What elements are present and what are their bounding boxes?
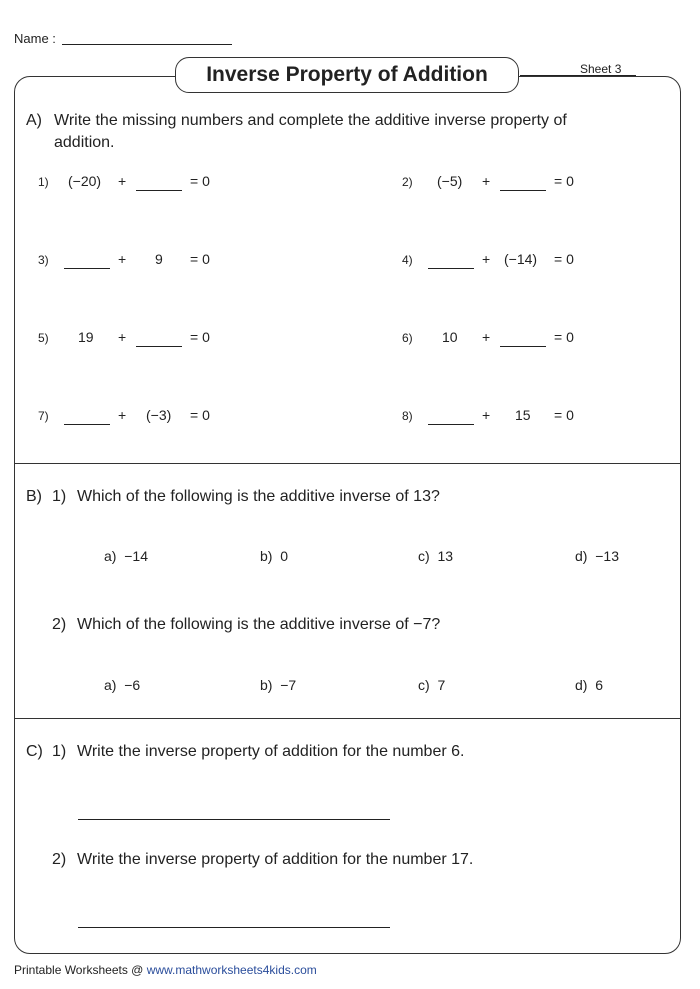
answer-blank[interactable]: [428, 424, 474, 425]
option-label: d): [575, 548, 588, 564]
section-divider: [15, 718, 680, 719]
option-value: 13: [437, 548, 454, 564]
problem-number: 8): [402, 409, 413, 423]
equals-zero: = 0: [190, 407, 210, 423]
footer-prefix: Printable Worksheets @: [14, 963, 147, 977]
problem-term: 10: [442, 329, 458, 345]
plus-sign: +: [118, 251, 127, 267]
option-label: a): [104, 548, 117, 564]
answer-blank[interactable]: [64, 424, 110, 425]
equals-zero: = 0: [190, 329, 210, 345]
option-value: 0: [280, 548, 289, 564]
equals-zero: = 0: [190, 251, 210, 267]
option-value: −7: [280, 677, 297, 693]
option-value: 6: [595, 677, 604, 693]
option-b[interactable]: [260, 548, 288, 564]
question-number: 1): [52, 743, 67, 760]
answer-blank[interactable]: [500, 346, 546, 347]
option-a[interactable]: [104, 548, 148, 564]
answer-blank[interactable]: [64, 268, 110, 269]
option-b[interactable]: [260, 677, 296, 693]
footer: [14, 963, 317, 977]
answer-blank[interactable]: [428, 268, 474, 269]
answer-line[interactable]: [78, 819, 390, 820]
section-c-letter: C): [26, 743, 43, 760]
equals-zero: = 0: [554, 407, 574, 423]
plus-sign: +: [482, 173, 491, 189]
plus-sign: +: [118, 173, 127, 189]
problem-term: (−5): [437, 173, 463, 189]
equals-zero: = 0: [190, 173, 210, 189]
option-label: c): [418, 677, 430, 693]
answer-blank[interactable]: [136, 190, 182, 191]
option-c[interactable]: [418, 548, 453, 564]
answer-blank[interactable]: [136, 346, 182, 347]
name-label: Name :: [14, 31, 56, 46]
plus-sign: +: [118, 407, 127, 423]
question-text: Write the inverse property of addition for the number 17.: [77, 851, 474, 868]
section-a-letter: A): [26, 112, 42, 129]
option-value: −13: [595, 548, 619, 564]
problem-term: 15: [515, 407, 531, 423]
problem-term: (−20): [68, 173, 102, 189]
option-label: b): [260, 677, 273, 693]
question-text: Which of the following is the additive inverse of 13?: [77, 488, 440, 505]
option-d[interactable]: [575, 548, 619, 564]
problem-number: 1): [38, 175, 49, 189]
plus-sign: +: [482, 329, 491, 345]
question-number: 2): [52, 616, 67, 633]
plus-sign: +: [482, 407, 491, 423]
section-b-letter: B): [26, 488, 42, 505]
question-number: 2): [52, 851, 67, 868]
question-text: Which of the following is the additive inverse of −7?: [77, 616, 441, 633]
problem-term: (−3): [146, 407, 172, 423]
option-value: 7: [437, 677, 446, 693]
name-line[interactable]: [62, 44, 232, 45]
question-number: 1): [52, 488, 67, 505]
problem-term: 9: [155, 251, 163, 267]
problem-number: 2): [402, 175, 413, 189]
worksheet-frame: [14, 76, 681, 954]
sheet-label: Sheet 3: [580, 62, 622, 76]
option-value: −6: [124, 677, 141, 693]
problem-number: 7): [38, 409, 49, 423]
equals-zero: = 0: [554, 251, 574, 267]
option-label: a): [104, 677, 117, 693]
section-a-instruction-line1: Write the missing numbers and complete the additive inverse property of: [54, 112, 567, 129]
option-value: −14: [124, 548, 148, 564]
problem-term: 19: [78, 329, 94, 345]
option-d[interactable]: [575, 677, 603, 693]
option-label: b): [260, 548, 273, 564]
problem-number: 3): [38, 253, 49, 267]
option-c[interactable]: [418, 677, 445, 693]
option-label: c): [418, 548, 430, 564]
question-text: Write the inverse property of addition for the number 6.: [77, 743, 465, 760]
problem-number: 4): [402, 253, 413, 267]
plus-sign: +: [482, 251, 491, 267]
footer-link[interactable]: www.mathworksheets4kids.com: [146, 963, 317, 977]
equals-zero: = 0: [554, 329, 574, 345]
option-label: d): [575, 677, 588, 693]
problem-number: 6): [402, 331, 413, 345]
problem-number: 5): [38, 331, 49, 345]
problem-term: (−14): [504, 251, 538, 267]
page-title: Inverse Property of Addition: [175, 57, 519, 93]
equals-zero: = 0: [554, 173, 574, 189]
section-a-instruction-line2: addition.: [54, 134, 115, 151]
section-divider: [15, 463, 680, 464]
plus-sign: +: [118, 329, 127, 345]
answer-line[interactable]: [78, 927, 390, 928]
answer-blank[interactable]: [500, 190, 546, 191]
option-a[interactable]: [104, 677, 140, 693]
